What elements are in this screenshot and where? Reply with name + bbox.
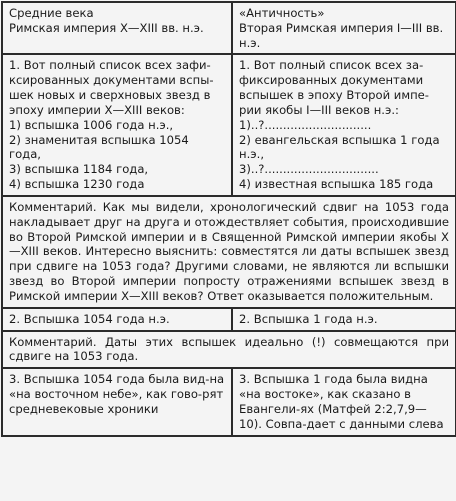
comment-row-2 [2,331,456,369]
row-1-left-cell [2,54,232,195]
row-1-right-line: 2) евангельская вспышка 1 года [239,132,440,147]
header-right-title: «Античность» [239,6,325,20]
row-1-right-cell [232,54,456,195]
row-2-right-cell: 2. Вспышка 1 года н.э. [232,308,456,331]
row-1-left-line: года, [9,147,41,162]
header-right-cell [232,2,456,54]
row-1-right-line: вспышек в эпоху Второй импе- [239,88,429,103]
header-left-subtitle: Римская империя X—XIII вв. н.э. [9,20,204,35]
row-3 [2,368,456,435]
comment-2: Комментарий. Даты этих вспышек идеально (!) совмещаются при сдвиге на 1053 года. [2,331,456,369]
row-1-left-line: 1. Вот полный список всех зафи- [9,58,211,73]
row-3-left-cell: 3. Вспышка 1054 года была вид-на «на восточном небе», как гово-рят средневековые хроники [2,368,232,435]
row-1-right-line: 3)..?............................... [239,162,379,177]
row-1-left-line: ксированных документами вспы- [9,73,214,88]
row-1-left-line: шек новых и сверхновых звезд в [9,88,211,103]
row-1-right-line: н.э., [239,147,264,162]
row-1 [2,54,456,195]
row-1-right-line: 1)..?............................. [239,117,372,132]
row-1-right-line: 1. Вот полный список всех за- [239,58,424,73]
header-row [2,2,456,54]
document-page [0,1,456,501]
row-3-right-cell: 3. Вспышка 1 года была видна «на востоке», как сказано в Евангели-ях (Матфей 2:2,7,9—10). Совпа-дает с данными слева [232,368,456,435]
header-right-subtitle: Вторая Римская империя I—III вв. н.э. [239,20,444,50]
row-1-left-line: эпоху империи X—XIII веков: [9,102,185,117]
row-1-right-line: 4) известная вспышка 185 года [239,177,434,192]
comment-1: Комментарий. Как мы видели, хронологический сдвиг на 1053 года накладывает друг на друга и отождествляет события, происходившие во Второй Римской империи и в Священной Римской империи якобы X—XIII веков. Интересно выяснить: совместятся ли даты вспышек звезд при сдвиге на 1053 года? Другими словами, не являются ли вспышки звезд во Второй империи попросту отражениями вспышек звезд в Римской империи X—XIII веков? Ответ оказывается положительным. [2,196,456,308]
row-1-right-line: фиксированных документами [239,73,424,88]
row-1-right-line: рии якобы I—III веков н.э.: [239,102,399,117]
header-left-cell [2,2,232,54]
row-1-left-line: 2) знаменитая вспышка 1054 [9,132,189,147]
comparison-table [1,1,456,437]
row-1-left-line: 1) вспышка 1006 года н.э., [9,117,174,132]
row-2 [2,308,456,331]
row-2-left-cell: 2. Вспышка 1054 года н.э. [2,308,232,331]
row-1-left-line: 4) вспышка 1230 года [9,177,145,192]
row-1-left-line: 3) вспышка 1184 года, [9,162,149,177]
comment-row-1 [2,196,456,308]
header-left-title: Средние века [9,6,94,20]
